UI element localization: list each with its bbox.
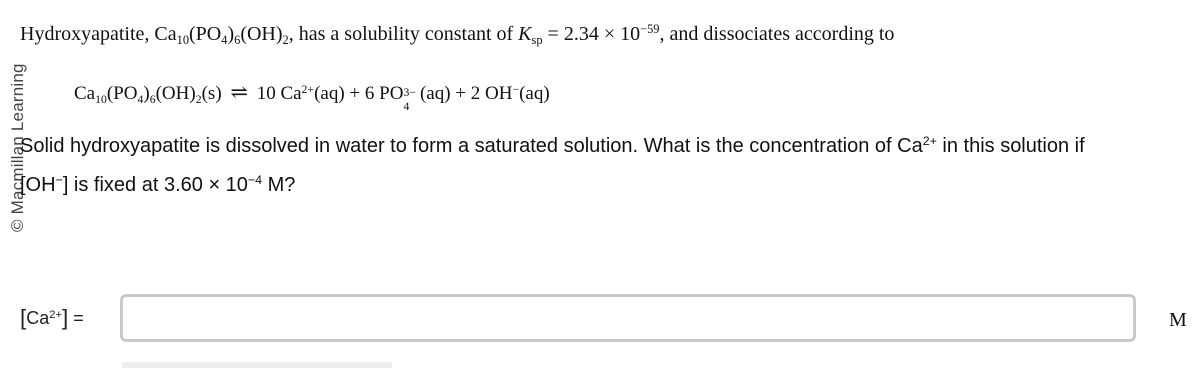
ksp-exponent: −59 bbox=[640, 22, 660, 37]
equation-product-phosphate: 6 PO 3− 4 (aq) bbox=[364, 83, 451, 113]
answer-unit: M bbox=[1169, 309, 1187, 331]
question-text-end: in this solution if bbox=[936, 135, 1085, 157]
hydroxide-charge: − bbox=[55, 173, 63, 188]
intro-mid: , has a solubility constant of bbox=[288, 23, 519, 45]
watermark-text: © Macmillan Learning bbox=[8, 63, 27, 232]
hydroxide-concentration: ] is fixed at 3.60 × 10 bbox=[62, 174, 248, 196]
answer-input[interactable] bbox=[120, 294, 1136, 342]
dissociation-equation bbox=[74, 80, 550, 113]
compound-formula: $Ca_{10}(PO_4)_6(OH)_2$ bbox=[154, 23, 289, 47]
hydroxide-bracket: [OH bbox=[20, 174, 56, 196]
equation-plus: + bbox=[455, 83, 467, 104]
intro-text bbox=[20, 22, 895, 47]
intro-after: , and dissociates according to bbox=[659, 23, 895, 45]
equilibrium-arrow-icon: ⇌ bbox=[230, 80, 248, 104]
ksp-symbol: $K_{sp}$ bbox=[518, 23, 543, 47]
question-line-1 bbox=[20, 136, 1085, 156]
equation-plus: + bbox=[349, 83, 361, 104]
hydroxide-exponent: −4 bbox=[247, 173, 263, 188]
intro-before: Hydroxyapatite, bbox=[20, 23, 155, 45]
equation-product-hydroxide: 2 OH−(aq) bbox=[470, 82, 550, 104]
question-charge: 2+ bbox=[922, 134, 937, 149]
question-unit: M? bbox=[262, 174, 296, 196]
ksp-value: = 2.34 × 10 bbox=[542, 23, 641, 45]
copyright-watermark bbox=[0, 0, 27, 232]
answer-label: $[Ca^{2+}]$ = bbox=[20, 305, 84, 330]
equation-product-calcium: 10 $Ca^{2+}(aq)$ bbox=[256, 82, 345, 104]
equation-reactant: $Ca_{10}(PO_4)_6(OH)_2(s)$ bbox=[74, 83, 222, 106]
question-line-2 bbox=[20, 175, 295, 195]
input-shadow-bar bbox=[122, 362, 392, 368]
question-text: Solid hydroxyapatite is dissolved in water to form a saturated solution. What is the concentration of Ca bbox=[20, 135, 923, 157]
